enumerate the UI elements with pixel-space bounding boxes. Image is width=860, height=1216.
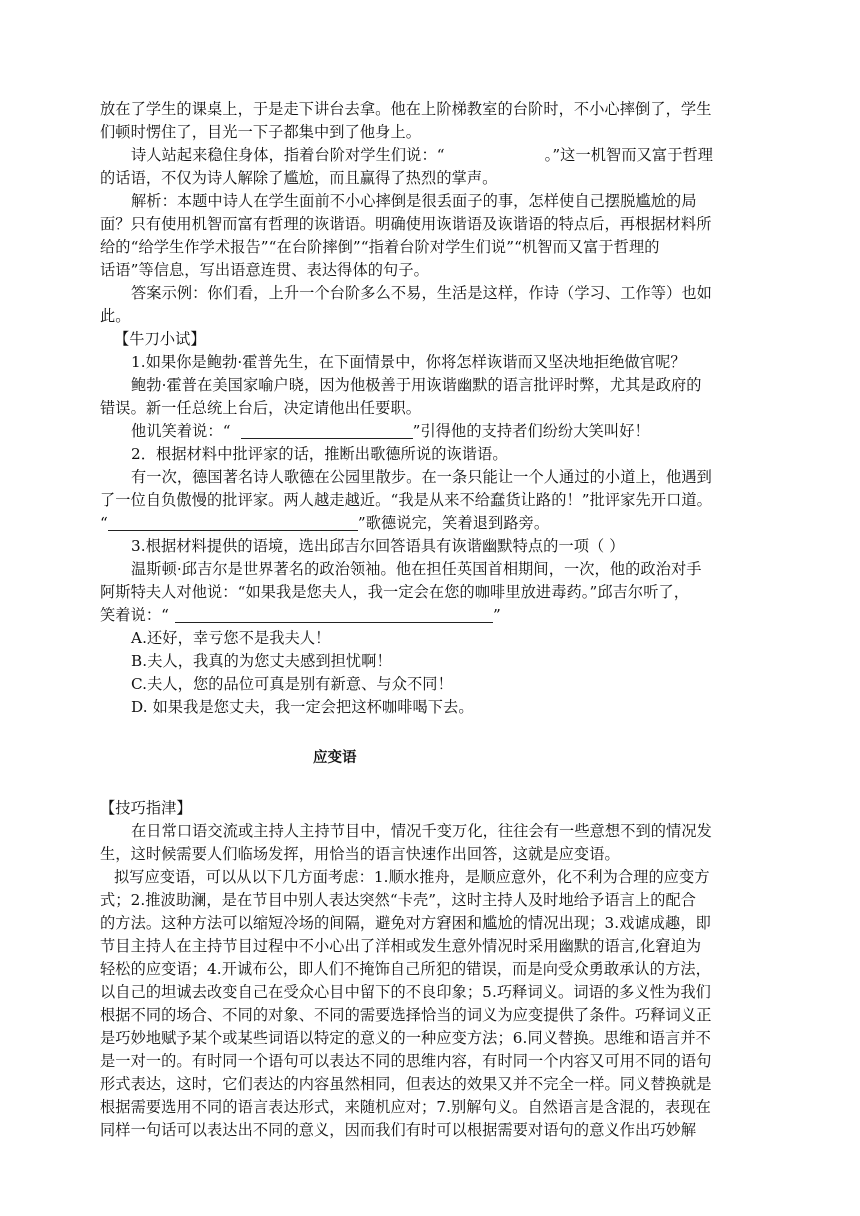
answer-blank[interactable] (241, 422, 413, 439)
paragraph-line: 生，这时候需要人们临场发挥，用恰当的语言快速作出回答，这就是应变语。 (100, 845, 620, 863)
option-c[interactable]: C.夫人，您的品位可真是别有新意、与众不同！ (131, 675, 453, 693)
question-1: 1.如果你是鲍勃·霍普先生，在下面情景中，你将怎样诙谐而又坚决地拒绝做官呢？ (131, 353, 686, 371)
paragraph-line: 是巧妙地赋予某个或某些词语以特定的意义的一种应变方法；6.同义替换。思维和语言并不 (100, 1029, 711, 1047)
option-d[interactable]: D. 如果我是您丈夫，我一定会把这杯咖啡喝下去。 (131, 698, 474, 716)
question-1-material: 错误。新一任总统上台后，决定请他出任要职。 (100, 399, 422, 417)
text-segment: “ (100, 514, 108, 532)
option-b[interactable]: B.夫人，我真的为您丈夫感到担忧啊！ (131, 652, 392, 670)
text-segment: 他讥笑着说：“ (131, 422, 231, 440)
text-segment: 笑着说：“ (100, 606, 170, 624)
paragraph-line: 在日常口语交流或主持人主持节目中，情况千变万化，往往会有一些意想不到的情况发 (131, 822, 712, 840)
paragraph-line: 放在了学生的课桌上，于是走下讲台去拿。他在上阶梯教室的台阶时，不小心摔倒了，学生 (100, 100, 712, 118)
question-3-material: 阿斯特夫人对他说：“如果我是您夫人，我一定会在您的咖啡里放进毒药。”邱吉尔听了， (100, 583, 690, 601)
paragraph-line: 的话语，不仅为诗人解除了尴尬，而且赢得了热烈的掌声。 (100, 169, 498, 187)
paragraph-line: 的方法。这种方法可以缩短冷场的间隔，避免对方窘困和尴尬的情况出现；3.戏谑成趣，即 (100, 914, 711, 932)
paragraph-line: 根据不同的场合、不同的对象、不同的需要选择恰当的词义为应变提供了条件。巧释词义正 (100, 1006, 712, 1024)
option-a[interactable]: A.还好，幸亏您不是我夫人！ (131, 629, 331, 647)
question-3-material: 温斯顿·邱吉尔是世界著名的政治领袖。他在担任英国首相期间，一次，他的政治对手 (131, 560, 702, 578)
question-1-material: 鲍勃·霍普在美国家喻户晓，因为他极善于用诙谐幽默的语言批评时弊，尤其是政府的 (131, 376, 702, 394)
question-2: 2．根据材料中批评家的话，推断出歌德所说的诙谐语。 (131, 445, 508, 463)
answer-blank[interactable] (108, 514, 358, 531)
paragraph-line: 给的“给学生作学术报告”“在台阶摔倒”“指着台阶对学生们说”“机智而又富于哲理的 (100, 238, 660, 256)
paragraph-line: 是一对一的。有时同一个语句可以表达不同的思维内容，有时同一个内容又可用不同的语句 (100, 1052, 712, 1070)
question-1-answer-line (100, 420, 740, 443)
paragraph-line: 轻松的应变语；4.开诚布公，即人们不掩饰自己所犯的错误，而是向受众勇敢承认的方法， (100, 960, 711, 978)
paragraph-line: 解析：本题中诗人在学生面前不小心摔倒是很丢面子的事，怎样使自己摆脱尴尬的局 (131, 192, 697, 210)
paragraph-line: 式；2.推波助澜，是在节目中别人表达突然“卡壳”，这时主持人及时地给予语言上的配合 (100, 891, 697, 909)
paragraph-line: 根据需要选用不同的语言表达形式，来随机应对；7.别解句义。自然语言是含混的，表现在 (100, 1098, 711, 1116)
practice-title: 【牛刀小试】 (114, 330, 206, 348)
paragraph-line: 话语”等信息，写出语意连贯、表达得体的句子。 (100, 261, 429, 279)
paragraph-line: 拟写应变语，可以从以下几方面考虑：1.顺水推舟，是顺应意外，化不利为合理的应变方 (114, 868, 710, 886)
text-segment: ”引得他的支持者们纷纷大笑叫好！ (412, 422, 650, 440)
document-body (100, 98, 740, 1142)
paragraph-line: 以自己的坦诚去改变自己在受众心目中留下的不良印象；5.巧释词义。词语的多义性为我们 (100, 983, 711, 1001)
text-segment: ”歌德说完，笑着退到路旁。 (357, 514, 550, 532)
paragraph-line: 节目主持人在主持节目过程中不小心出了洋相或发生意外情况时采用幽默的语言,化窘迫为 (100, 937, 702, 955)
paragraph-line: 同样一句话可以表达出不同的意义，因而我们有时可以根据需要对语句的意义作出巧妙解 (100, 1121, 697, 1139)
paragraph-line: 此。 (100, 307, 131, 325)
answer-blank[interactable] (175, 606, 493, 623)
paragraph-line: 形式表达，这时，它们表达的内容虽然相同，但表达的效果又并不完全一样。同义替换就是 (100, 1075, 712, 1093)
question-2-material: 了一位自负傲慢的批评家。两人越走越近。“我是从来不给蠢货让路的！”批评家先开口道。 (100, 491, 712, 509)
text-segment: 。”这一机智而又富于哲理 (544, 146, 714, 164)
section-heading: 应变语 (313, 750, 357, 766)
paragraph-line: 答案示例：你们看，上升一个台阶多么不易，生活是这样，作诗（学习、工作等）也如 (131, 284, 712, 302)
tips-title: 【技巧指津】 (100, 799, 192, 817)
question-2-answer-line (100, 512, 740, 535)
question-3: 3.根据材料提供的语境，选出邱吉尔回答语具有诙谐幽默特点的一项（ ） (131, 537, 625, 555)
question-2-material: 有一次，德国著名诗人歌德在公园里散步。在一条只能让一个人通过的小道上，他遇到 (131, 468, 712, 486)
text-segment: ” (493, 606, 501, 624)
paragraph-line-with-blank (100, 144, 740, 167)
text-segment: 诗人站起来稳住身体，指着台阶对学生们说：“ (131, 146, 445, 164)
paragraph-line: 们顿时愣住了，目光一下子都集中到了他身上。 (100, 123, 422, 141)
question-3-answer-line (100, 604, 740, 627)
paragraph-line: 面？只有使用机智而富有哲理的诙谐语。明确使用诙谐语及诙谐语的特点后，再根据材料所 (100, 215, 712, 233)
